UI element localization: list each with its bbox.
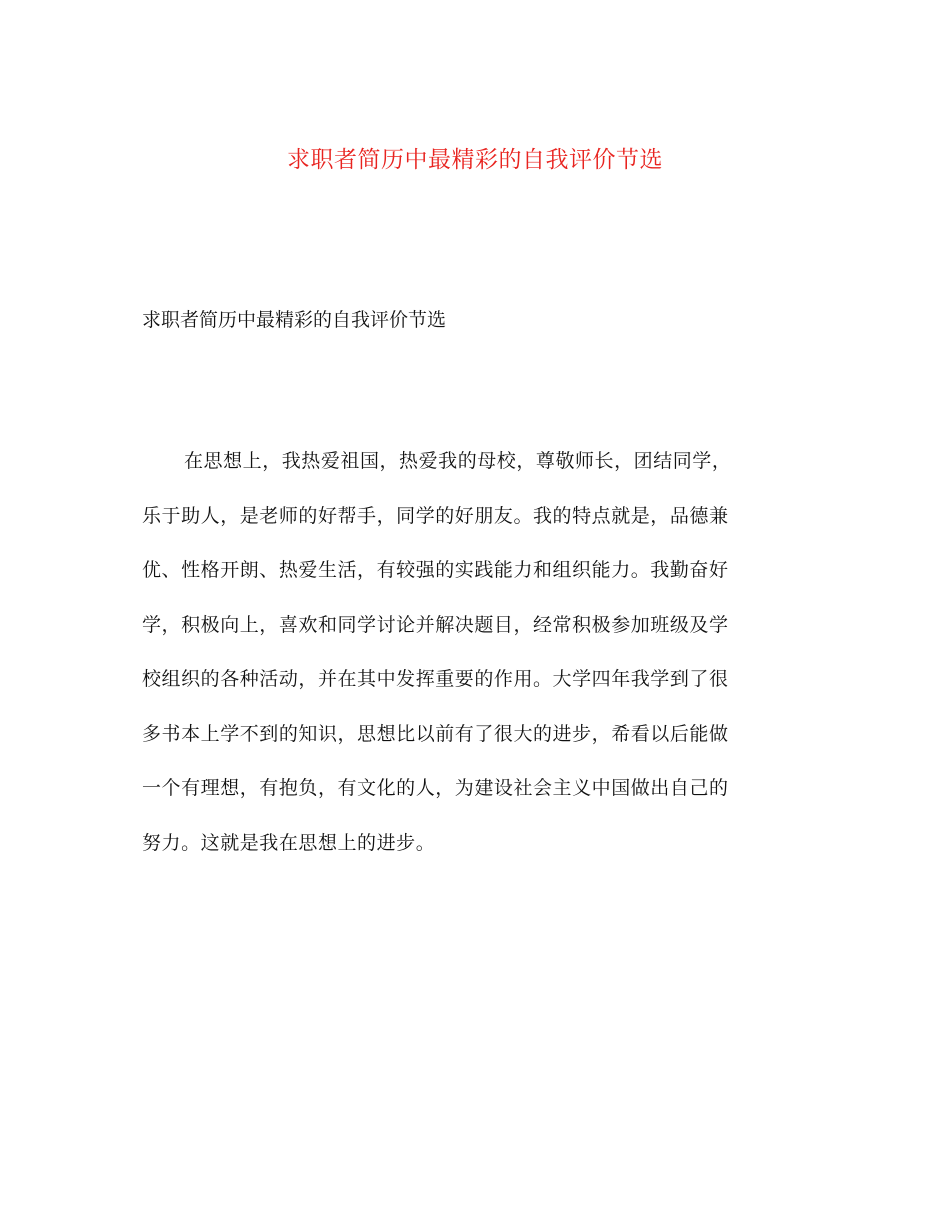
paragraph-line: 学，积极向上，喜欢和同学讨论并解决题目，经常积极参加班级及学 — [142, 613, 729, 636]
paragraph-line: 乐于助人，是老师的好帮手，同学的好朋友。我的特点就是，品德兼 — [142, 504, 729, 527]
document-subtitle: 求职者简历中最精彩的自我评价节选 — [142, 309, 447, 331]
paragraph-line: 在思想上，我热爱祖国，热爱我的母校，尊敬师长，团结同学， — [184, 450, 732, 472]
paragraph-line: 校组织的各种活动，并在其中发挥重要的作用。大学四年我学到了很 — [142, 668, 729, 690]
paragraph-line: 多书本上学不到的知识，思想比以前有了很大的进步，希看以后能做 — [142, 722, 729, 745]
paragraph — [142, 434, 802, 870]
paragraph-line: 优、性格开朗、热爱生活，有较强的实践能力和组织能力。我勤奋好 — [142, 559, 729, 581]
document-title: 求职者简历中最精彩的自我评价节选 — [287, 147, 663, 173]
paragraph-line: 努力。这就是我在思想上的进步。 — [142, 831, 436, 854]
paragraph-line: 一个有理想，有抱负，有文化的人，为建设社会主义中国做出自己的 — [142, 777, 729, 799]
